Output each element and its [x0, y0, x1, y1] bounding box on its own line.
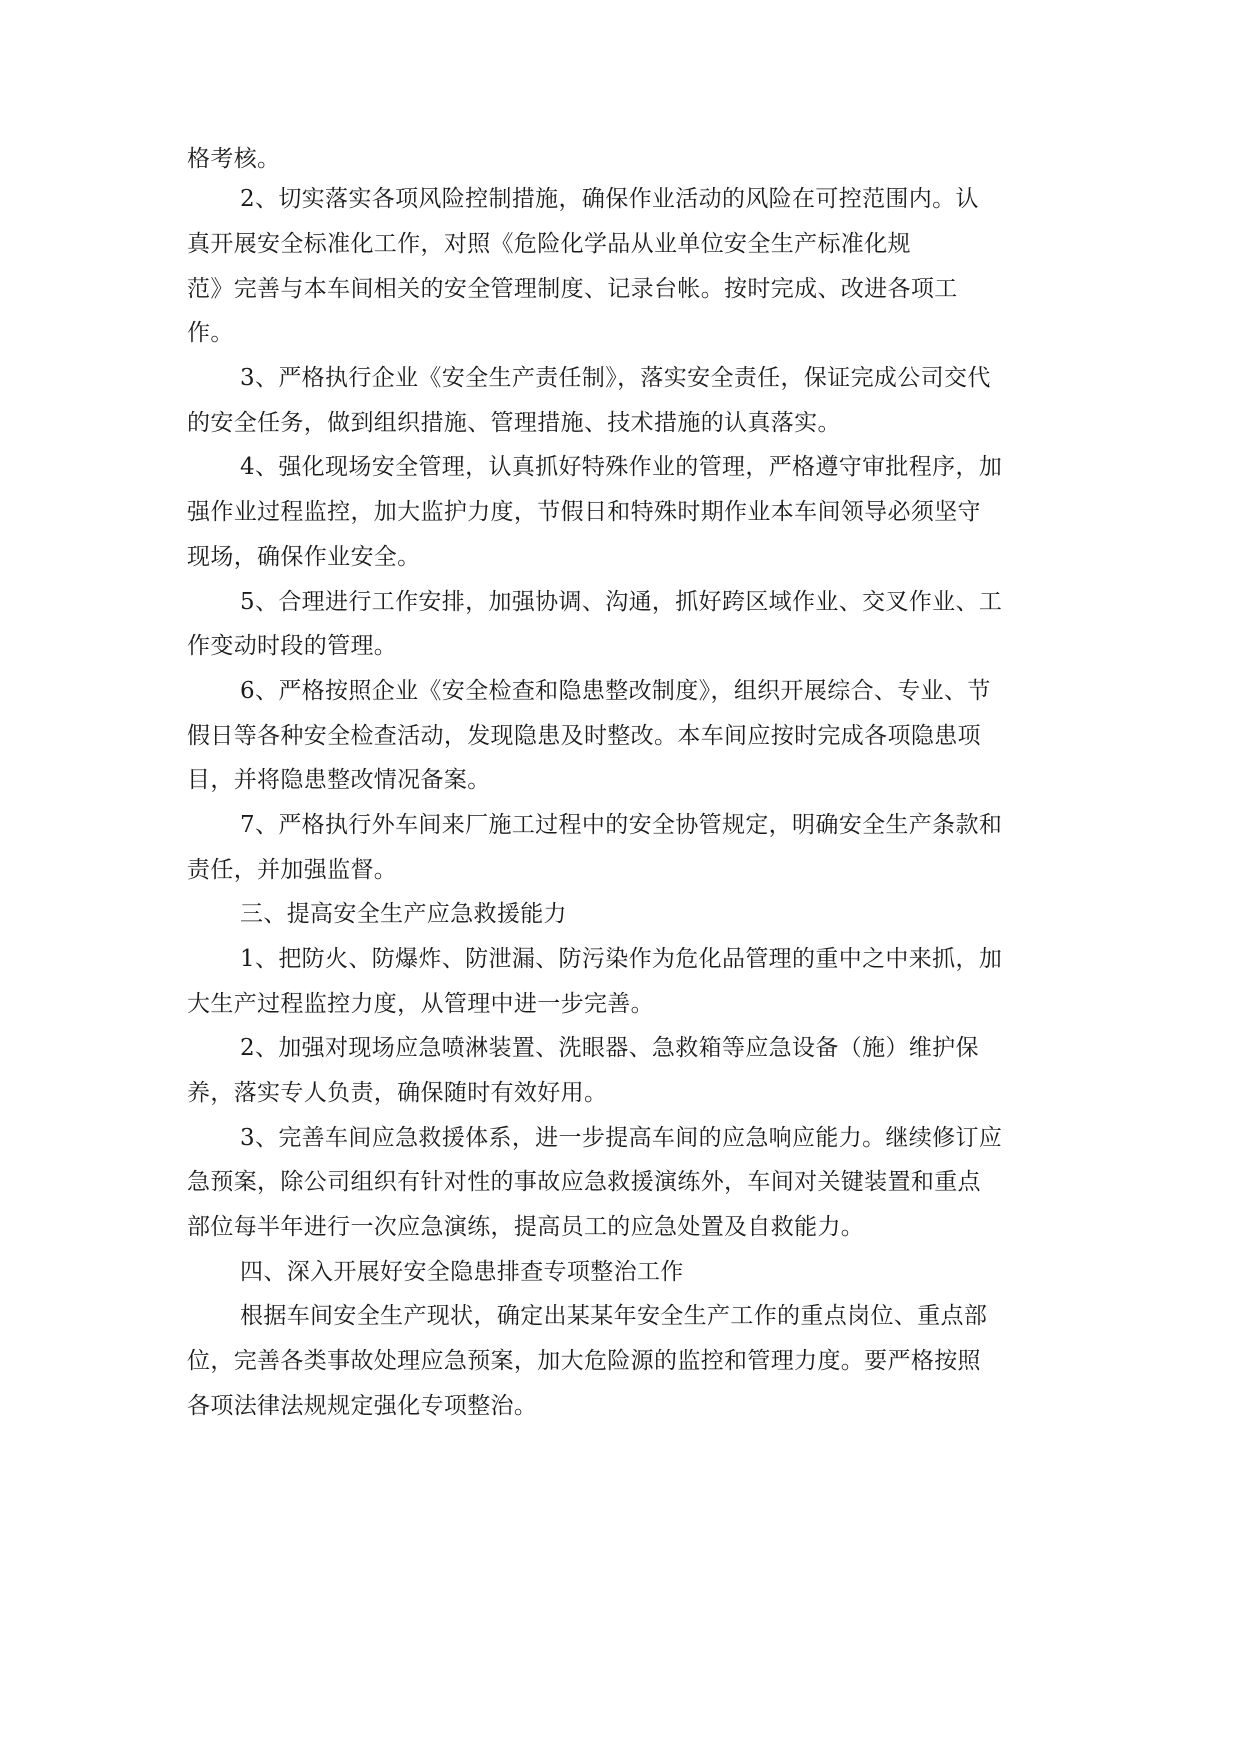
section-heading-4: 四、深入开展好安全隐患排查专项整治工作 [240, 1259, 684, 1285]
list-item-2-line: 真开展安全标准化工作，对照《危险化学品从业单位安全生产标准化规 [187, 231, 911, 257]
list-item-3-line: 的安全任务，做到组织措施、管理措施、技术措施的认真落实。 [187, 410, 841, 436]
list-item-4-line: 强作业过程监控，加大监护力度，节假日和特殊时期作业本车间领导必须坚守 [187, 499, 981, 525]
list-item-3b-line: 部位每半年进行一次应急演练，提高员工的应急处置及自救能力。 [187, 1214, 865, 1240]
list-item-7-line: 责任，并加强监督。 [187, 857, 398, 883]
list-item-3b-line: 急预案，除公司组织有针对性的事故应急救援演练外，车间对关键装置和重点 [187, 1169, 981, 1195]
list-item-7-line: 7、严格执行外车间来厂施工过程中的安全协管规定，明确安全生产条款和 [240, 812, 1003, 838]
section-heading-3: 三、提高安全生产应急救援能力 [240, 901, 567, 927]
body-paragraph-line: 位，完善各类事故处理应急预案，加大危险源的监控和管理力度。要严格按照 [187, 1348, 981, 1374]
list-item-3b-line: 3、完善车间应急救援体系，进一步提高车间的应急响应能力。继续修订应 [240, 1125, 1003, 1151]
list-item-6-line: 假日等各种安全检查活动，发现隐患及时整改。本车间应按时完成各项隐患项 [187, 723, 981, 749]
list-item-2b-line: 养，落实专人负责，确保随时有效好用。 [187, 1080, 608, 1106]
list-item-2b-line: 2、加强对现场应急喷淋装置、洗眼器、急救箱等应急设备（施）维护保 [240, 1035, 979, 1061]
list-item-4-line: 4、强化现场安全管理，认真抓好特殊作业的管理，严格遵守审批程序，加 [240, 454, 1003, 480]
list-item-2-line: 范》完善与本车间相关的安全管理制度、记录台帐。按时完成、改进各项工 [187, 276, 958, 302]
list-item-4-line: 现场，确保作业安全。 [187, 544, 421, 570]
list-item-2-line: 作。 [187, 320, 234, 346]
list-item-3-line: 3、严格执行企业《安全生产责任制》，落实安全责任，保证完成公司交代 [240, 365, 991, 391]
list-item-5-line: 5、合理进行工作安排，加强协调、沟通，抓好跨区域作业、交叉作业、工 [240, 589, 1003, 615]
list-item-1-line: 1、把防火、防爆炸、防泄漏、防污染作为危化品管理的重中之中来抓，加 [240, 946, 1003, 972]
body-paragraph-line: 各项法律法规规定强化专项整治。 [187, 1393, 538, 1419]
list-item-6-line: 目，并将隐患整改情况备案。 [187, 767, 491, 793]
list-item-1-line: 大生产过程监控力度，从管理中进一步完善。 [187, 991, 654, 1017]
list-item-6-line: 6、严格按照企业《安全检查和隐患整改制度》，组织开展综合、专业、节 [240, 678, 991, 704]
body-paragraph-line: 根据车间安全生产现状，确定出某某年安全生产工作的重点岗位、重点部 [240, 1303, 988, 1329]
list-item-5-line: 作变动时段的管理。 [187, 633, 398, 659]
body-text-line: 格考核。 [187, 146, 281, 172]
list-item-2-line: 2、切实落实各项风险控制措施，确保作业活动的风险在可控范围内。认 [240, 186, 979, 212]
